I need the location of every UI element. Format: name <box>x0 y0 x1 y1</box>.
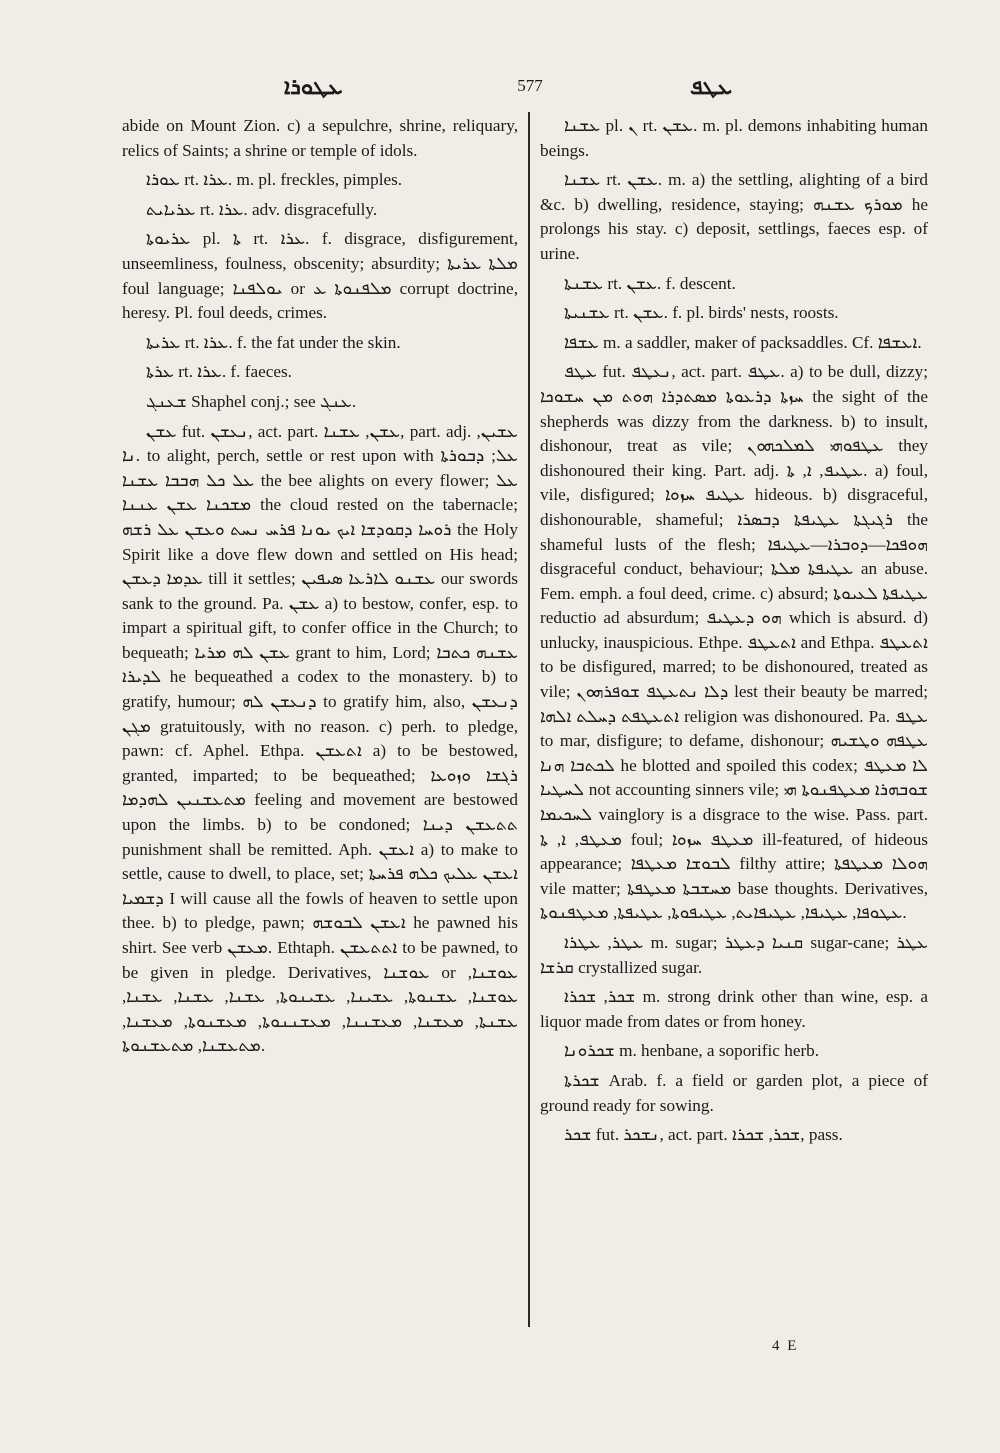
entry: ܫܟܪܬܐ Arab. f. a field or garden plot, a piece of ground ready for sowing. <box>540 1070 928 1115</box>
entry: ܥܪܝܘܬܐ pl. ܬܐ rt. ܥܪܐ. f. disgrace, disfigurement, unseemliness, foulness, obscenity; absurdity; ܡܠܬܐ ܥܪܝܬܐ foul language; ܝܘܠܦܢܐ or ܡܠܦܢܘܬܐ ܥ corrupt doctrine, heresy. Pl. foul deeds, crimes. <box>122 229 519 323</box>
entry: ܥܫܢ fut. ܢܥܫܢ, act. part. ܥܫܢ, ܥܫܢܐ, part. adj. ܥܫܝܢ, ܢܐ. to alight, perch, settle or rest upon with ܥܠ; ܕܒܘܪܬܐ ܥܠ ܟܠ ܗܒܒܐ ܥܫܢܐ the bee alights on every flower; ܥܠ ܡܫܟܢܐ ܥܫܢ ܥܢܢܐ the cloud rested on the tabernacle; ܪܘܚܐ ܕܩܘܕܫܐ ܐܝܟ ܝܘܢܐ ܦܪܚ ܢܚܬ ܘܥܫܢ ܥܠ ܪܫܗ the Holy Spirit like a dove flew down and settled on His head; ܥܕܡܐ ܕܥܫܢ till it settles; ܥܫܢܘ ܠܐܪܥܐ ܣܝܦܝܢ our swords sank to the ground. Pa. ܥܫܢ a) to bestow, confer, esp. to impart a spiritual gift, to confer office in the Church; to bequeath; ܥܫܢ ܠܗ ܡܪܝܐ grant to him, Lord; ܥܫܢܗ ܟܬܒܐ ܠܕܝܪܐ he bequeathed a codex to the monastery. b) to gratify, humour; ܕܢܥܫܢ ܠܗ to gratify him, also, ܕܢܥܫܢ ܡܓܢ gratuitously, with no reason. c) perh. to pledge, pawn: cf. Aphel. Ethpa. ܐܬܥܫܢ a) to be bestowed, granted, imparted; to be bequeathed; ܪܓܫܐ ܘܙܘܥܐ ܡܬܥܫܢܝܢ ܠܗܕܡܐ feeling and movement are bestowed upon the limbs. b) to be condoned; ܬܬܥܫܢ ܕܝܢܐ punishment shall be remitted. Aph. ܐܥܫܢ a) to make to settle, cause to dwell, to place, set; ܐܥܫܢ ܥܠܝܟ ܟܠܗ ܦܪܚܬܐ ܕܫܡܝܐ I will cause all the fowls of heaven to settle upon thee. b) to pledge, pawn; ܐܥܫܢ ܠܒܘܫܗ he pawned his shirt. See verb ܡܥܫܢ. Ethtaph. ܐܬܬܥܫܢ to be pawned, to be given in pledge. Derivatives, ܥܘܫܢܐ or ܥܘܫܢܐ, ܥܘܫܢܐ, ܥܫܢܘܬܐ, ܥܫܝܢܐ, ܥܫܝܢܘܬܐ, ܥܫܢܐ, ܥܫܢܐ, ܥܫܢܐ, ܥܫܢܬܐ, ܡܥܫܢܐ, ܡܥܫܢܢܐ, ܡܥܫܢܢܘܬܐ, ܡܥܫܢܘܬܐ, ܡܥܫܢܐ, ܡܬܥܫܢܐ, ܡܬܥܫܢܘܬܐ. <box>122 421 519 1056</box>
entry: ܥܫܦܐ m. a saddler, maker of packsaddles. Cf. ܐܥܫܦܐ. <box>564 332 922 352</box>
entry: ܫܟܪ, ܫܟܪܐ m. strong drink other than wine, esp. a liquor made from dates or from honey. <box>540 987 928 1031</box>
right-column <box>540 114 928 1153</box>
page-number: 577 <box>517 76 543 95</box>
left-running-head: ܥܛܘܪܐ <box>284 74 343 100</box>
entry: ܥܪܝܐܝܬ rt. ܥܪܐ. adv. disgracefully. <box>146 199 378 219</box>
entry: ܥܪܝܬܐ rt. ܥܪܐ. f. the fat under the skin. <box>146 332 401 352</box>
entry: ܥܛܦ fut. ܢܥܛܦ, act. part. ܥܛܦ. a) to be dull, dizzy; ܚܙܬܐ ܕܪܥܘܬܐ ܡܣܬܕܪܐ ܗܘܬ ܡܢ ܚܫܘܟܐ the sight of the shepherds was dizzy from the darkness. b) to insult, dishonour, treat as vile; ܥܛܦܘܗܝ ܠܡܠܟܗܘܢ they dishonoured their king. Part. adj. ܥܛܝܦ, ܐ, ܬܐ. a) foul, vile, disfigured; ܥܛܝܦ ܚܙܘܐ hideous. b) disgraceful, dishonourable, shameful; ܪܓܝܓܬܐ ܥܛܝܦܬܐ ܕܒܣܪܐ the shameful lusts of the flesh; ܗܘܦܟܐ—ܕܘܒܪܐ—ܥܛܝܦܐ disgraceful conduct, behaviour; ܥܛܝܦܬܐ ܡܠܬܐ an abuse. Fem. emph. a foul deed, crime. c) absurd; ܥܛܝܦܬܐ ܠܥܝܘܬܐ reductio ad absurdum; ܗܘ ܕܥܛܝܦ which is absurd. d) unlucky, inauspicious. Ethpe. ܐܬܥܛܦ and Ethpa. ܐܬܥܛܦ to be disfigured, marred; to be dishonoured, treated as vile; ܕܠܐ ܢܬܥܛܦ ܫܘܦܪܗܘܢ lest their beauty be marred; ܐܬܥܛܦܬ ܕܚܠܬ ܐܠܗܐ religion was dishonoured. Pa. ܥܛܦ to mar, disfigure; to defame, dishonour; ܥܛܦܗ ܘܛܫܝܗ ܠܟܬܒܐ ܗܢܐ he blotted and spoiled this codex; ܠܐ ܡܥܛܦ ܠܚܛܝܐ not accounting sinners vile; ܫܘܒܗܪܐ ܡܥܛܦܢܘܬܐ ܗܝ ܠܚܟܝܡܐ vainglory is a disgrace to the wise. Pass. part. ܡܥܛܦ, ܐ, ܬܐ foul; ܡܥܛܦ ܚܙܘܐ ill-featured, of hideous appearance; ܠܒܘܫܐ ܡܥܛܦܐ filthy attire; ܗܘܠܐ ܡܥܛܦܬܐ vile matter; ܡܚܫܒܬܐ ܡܥܛܦܬܐ base thoughts. Derivatives, ܥܛܘܦܐ, ܥܛܝܦܐ, ܥܛܝܦܐܝܬ, ܥܛܝܦܘܬܐ, ܥܛܝܦܬܐ, ܡܥܛܦܢܘܬܐ. <box>540 362 929 923</box>
entry: ܫܟܪܘܢܐ m. henbane, a soporific herb. <box>564 1041 820 1061</box>
left-column <box>122 114 518 1064</box>
entry: ܥܪܬܐ rt. ܥܪܐ. f. faeces. <box>146 362 292 382</box>
entry: ܥܫܢܐ rt. ܥܫܢ. m. a) the settling, alighting of a bird &c. b) dwelling, residence, staying; ܡܘܪܟ ܥܫܢܗ he prolongs his stay. c) deposit, settlings, faeces esp. of urine. <box>540 170 929 263</box>
entry: ܥܘܪܐ rt. ܥܪܐ. m. pl. freckles, pimples. <box>146 170 403 190</box>
right-running-head: ܥܛܦ <box>690 74 733 100</box>
entry: ܫܥܢܓ Shaphel conj.; see ܥܢܓ. <box>146 391 357 411</box>
entry: ܥܛܪ, ܥܛܪܐ m. sugar; ܩܢܝܐ ܕܥܛܪ sugar-cane; ܥܛܪ ܩܪܫܐ crystallized sugar. <box>540 933 929 977</box>
entry: abide on Mount Zion. c) a sepulchre, shrine, reliquary, relics of Saints; a shrine or temple of idols. <box>122 116 518 160</box>
entry: ܥܫܢܬܐ rt. ܥܫܢ. f. descent. <box>564 273 736 293</box>
signature-mark: 4 E <box>772 1338 799 1354</box>
page-header <box>0 74 1000 104</box>
column-divider <box>528 112 530 1327</box>
entry: ܥܫܢܝܬܐ rt. ܥܫܢ. f. pl. birds' nests, roosts. <box>564 303 839 323</box>
entry: ܫܟܪ fut. ܢܫܟܪ, act. part. ܫܟܪ, ܫܟܪܐ, pass. <box>564 1125 843 1145</box>
entry: ܥܫܢܐ pl. ܢ rt. ܥܫܢ. m. pl. demons inhabiting human beings. <box>540 116 929 160</box>
